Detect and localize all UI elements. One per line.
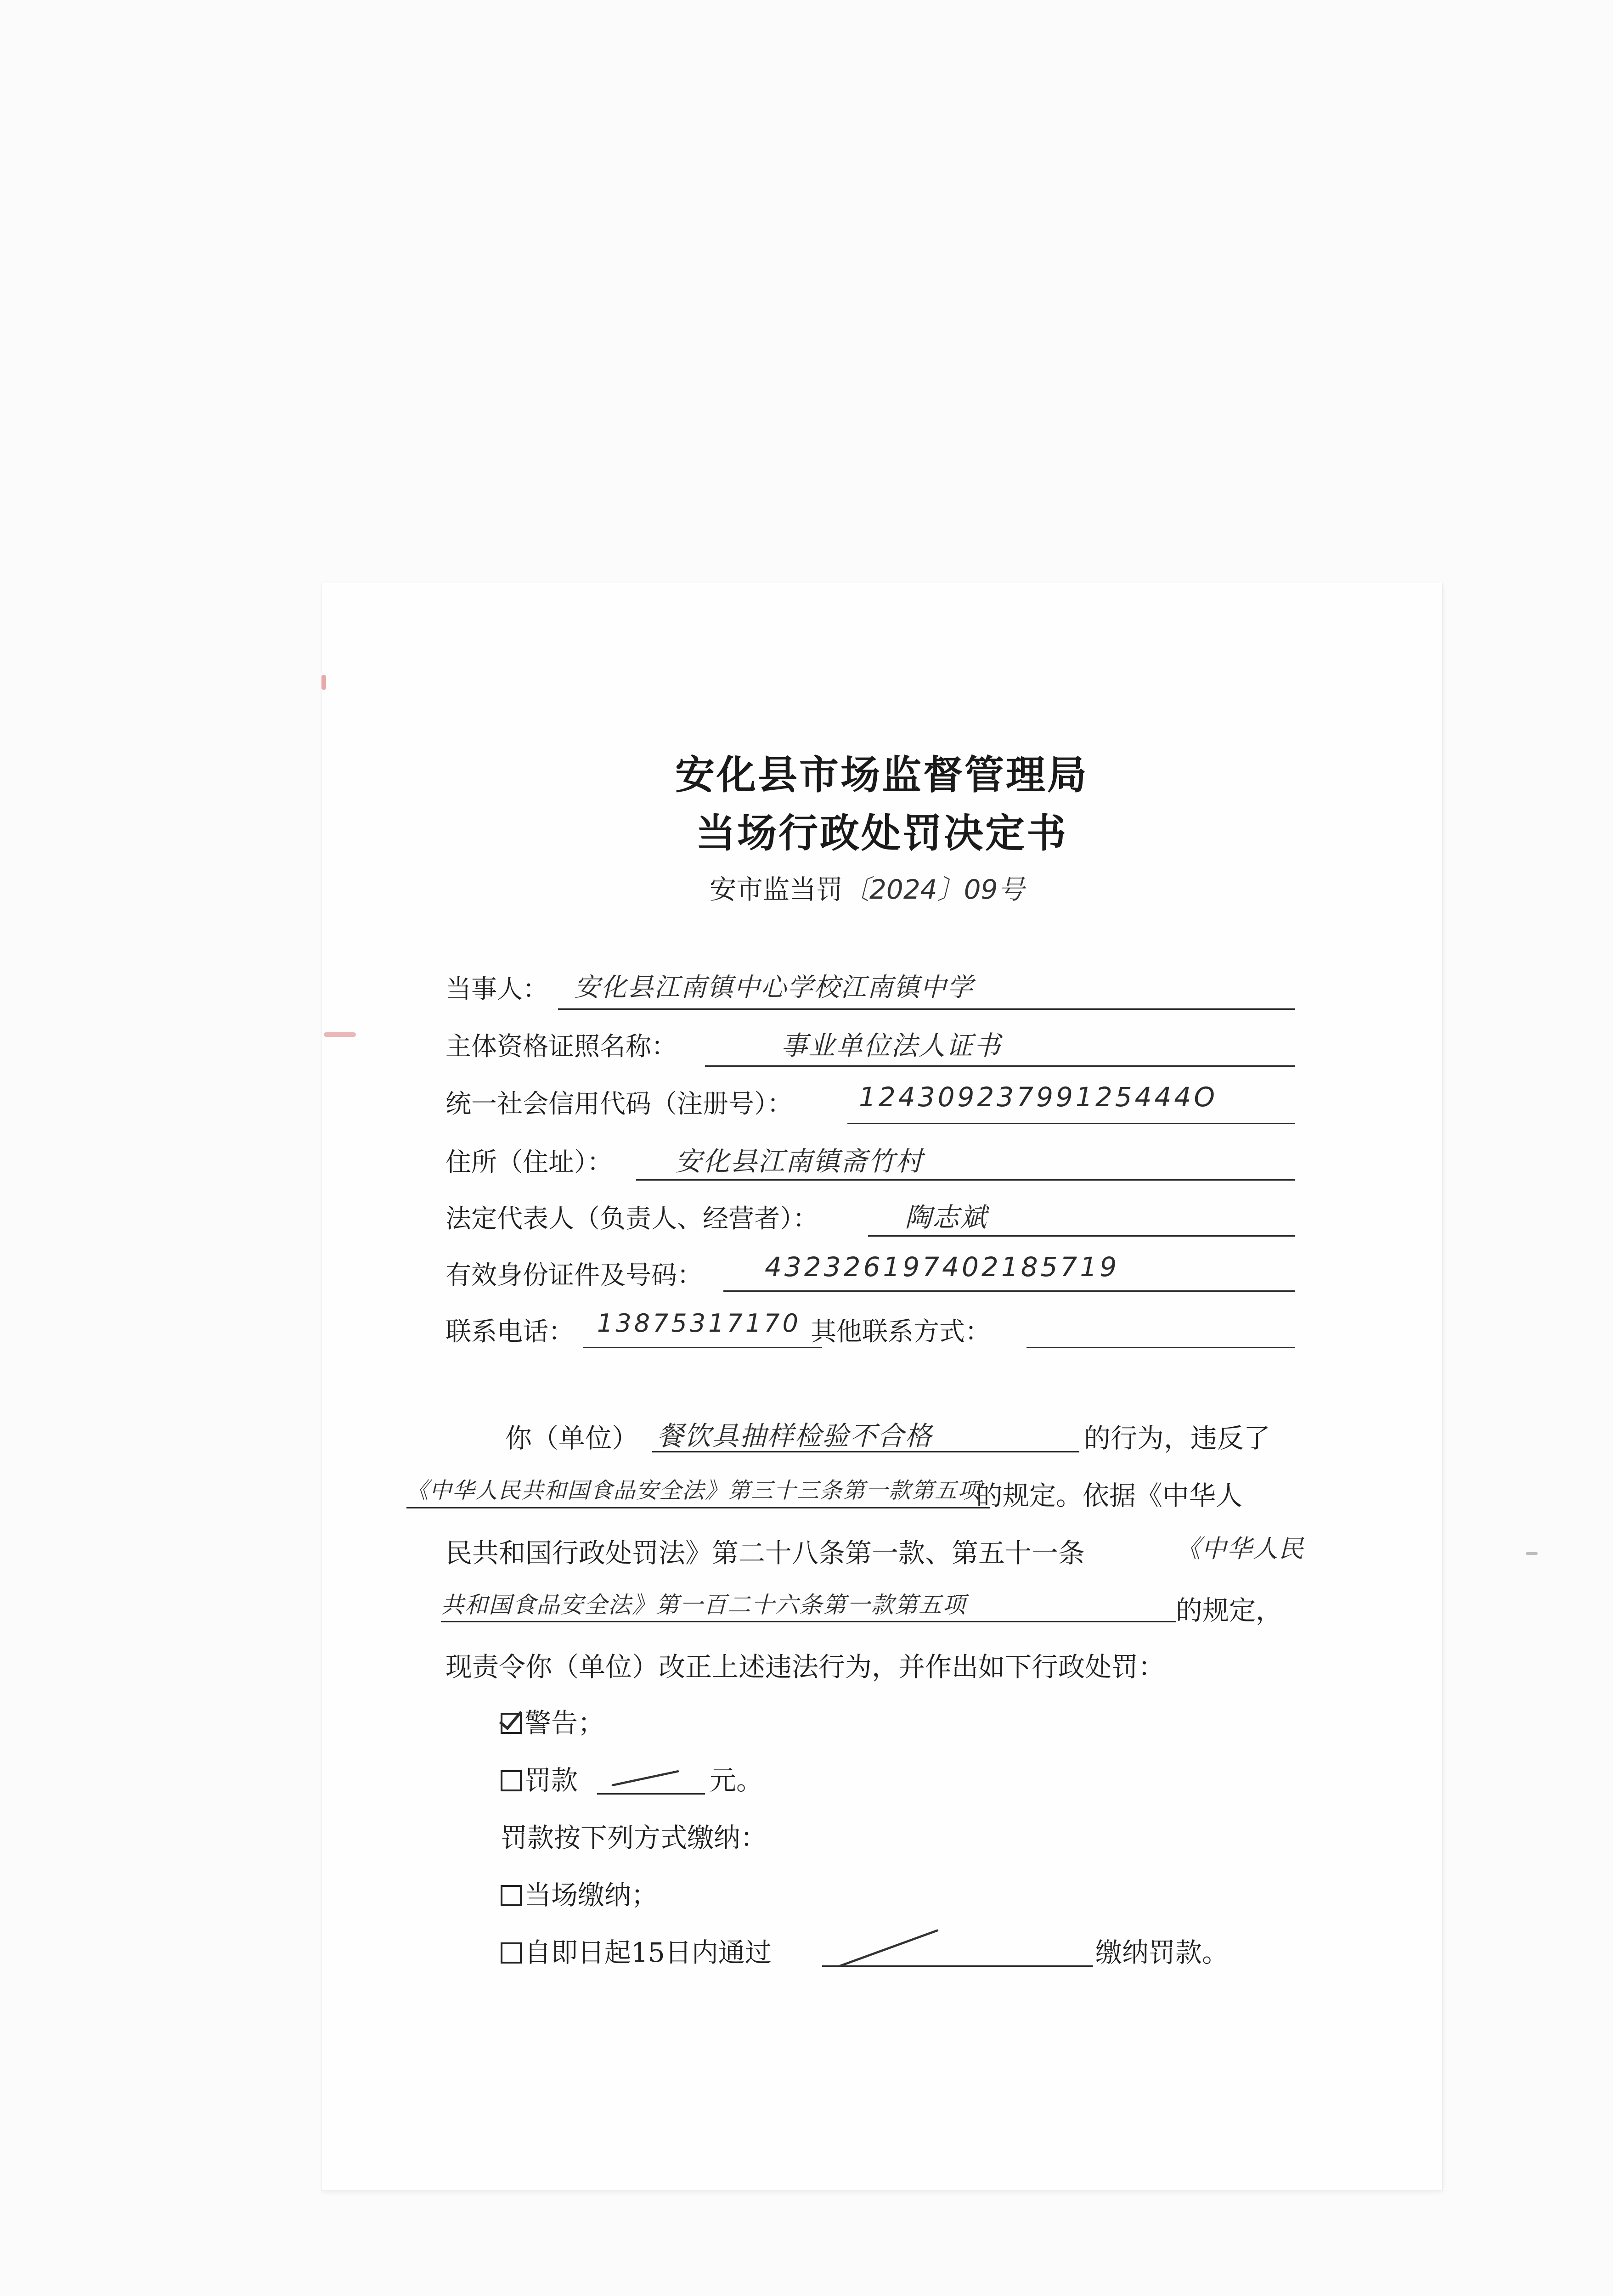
legal-rep-value: 陶志斌	[905, 1202, 988, 1233]
basis-law-continued: 共和国食品安全法》第一百二十六条第一款第五项	[441, 1592, 966, 1618]
behavior-underline	[652, 1451, 1079, 1452]
checkbox-checked-icon[interactable]	[501, 1713, 522, 1734]
license-label: 主体资格证照名称：	[446, 1032, 677, 1062]
ref-suffix: 号	[998, 874, 1025, 905]
id-underline	[723, 1290, 1295, 1292]
within15-prefix: 自即日起15日内通过	[525, 1937, 772, 1968]
basis-law-start: 《中华人民	[1176, 1534, 1304, 1563]
payment-within-15-days[interactable]	[501, 1931, 772, 1970]
penalty-fine[interactable]	[501, 1759, 578, 1797]
address-underline	[636, 1179, 1295, 1181]
id-label: 有效身份证件及号码：	[446, 1261, 703, 1290]
other-contact-underline	[1026, 1347, 1295, 1348]
scan-artifact	[1526, 1552, 1538, 1555]
payment-onsite[interactable]	[501, 1874, 658, 1912]
decision-line2-suffix: 的规定。依据《中华人	[976, 1480, 1243, 1511]
violation-behavior: 餐饮具抽样检验不合格	[657, 1420, 933, 1452]
license-value: 事业单位法人证书	[781, 1030, 1002, 1061]
address-label: 住所（住址）：	[446, 1148, 613, 1177]
decision-line3: 民共和国行政处罚法》第二十八条第一款、第五十一条	[446, 1537, 1085, 1569]
decision-line1-prefix: 你（单位）	[505, 1423, 639, 1454]
party-name-label: 当事人：	[446, 974, 548, 1004]
decision-line1-suffix: 的行为，违反了	[1084, 1423, 1271, 1454]
phone-value: 13875317170	[597, 1309, 801, 1338]
other-contact-label: 其他联系方式：	[811, 1317, 991, 1347]
reference-number	[710, 868, 1024, 906]
phone-label: 联系电话：	[446, 1317, 574, 1347]
document-title: 当场行政处罚决定书	[696, 810, 1068, 856]
credit-code-value: 12430923799125444O	[859, 1081, 1218, 1113]
violated-law: 《中华人民共和国食品安全法》第三十三条第一款第五项	[406, 1478, 981, 1503]
basis-law-underline	[441, 1621, 1176, 1622]
fine-amount-underline	[597, 1793, 705, 1795]
checkbox-icon[interactable]	[501, 1885, 522, 1906]
legal-rep-label: 法定代表人（负责人、经营者）：	[446, 1204, 818, 1234]
address-value: 安化县江南镇斋竹村	[675, 1146, 924, 1177]
credit-code-label: 统一社会信用代码（注册号）：	[446, 1089, 793, 1119]
fine-label-prefix: 罚款	[525, 1765, 578, 1796]
checkbox-icon[interactable]	[501, 1770, 522, 1791]
decision-line4-suffix: 的规定，	[1176, 1595, 1283, 1626]
onsite-label: 当场缴纳；	[525, 1880, 658, 1911]
phone-underline	[583, 1347, 822, 1348]
legal-rep-underline	[868, 1235, 1295, 1237]
ref-number: 09	[964, 874, 998, 905]
scan-artifact	[324, 1032, 356, 1037]
checkbox-icon[interactable]	[501, 1942, 522, 1964]
warning-label: 警告；	[525, 1707, 605, 1739]
id-value: 432326197402185719	[765, 1251, 1120, 1283]
scan-artifact	[321, 675, 326, 690]
party-name-value: 安化县江南镇中心学校江南镇中学	[574, 973, 974, 1002]
decision-line5: 现责令你（单位）改正上述违法行为，并作出如下行政处罚：	[446, 1651, 1165, 1683]
license-underline	[705, 1065, 1295, 1067]
payment-heading: 罚款按下列方式缴纳：	[501, 1822, 767, 1853]
within15-suffix: 缴纳罚款。	[1095, 1937, 1229, 1968]
party-name-underline	[558, 1008, 1295, 1010]
ref-prefix: 安市监当罚	[710, 874, 843, 905]
fine-unit: 元。	[710, 1765, 763, 1796]
credit-code-underline	[847, 1123, 1295, 1124]
violated-law-underline	[406, 1507, 990, 1508]
ref-year: 〔2024〕	[843, 874, 964, 905]
agency-title: 安化县市场监督管理局	[675, 752, 1088, 798]
payment-channel-underline	[822, 1965, 1093, 1967]
penalty-warning[interactable]	[501, 1701, 604, 1740]
